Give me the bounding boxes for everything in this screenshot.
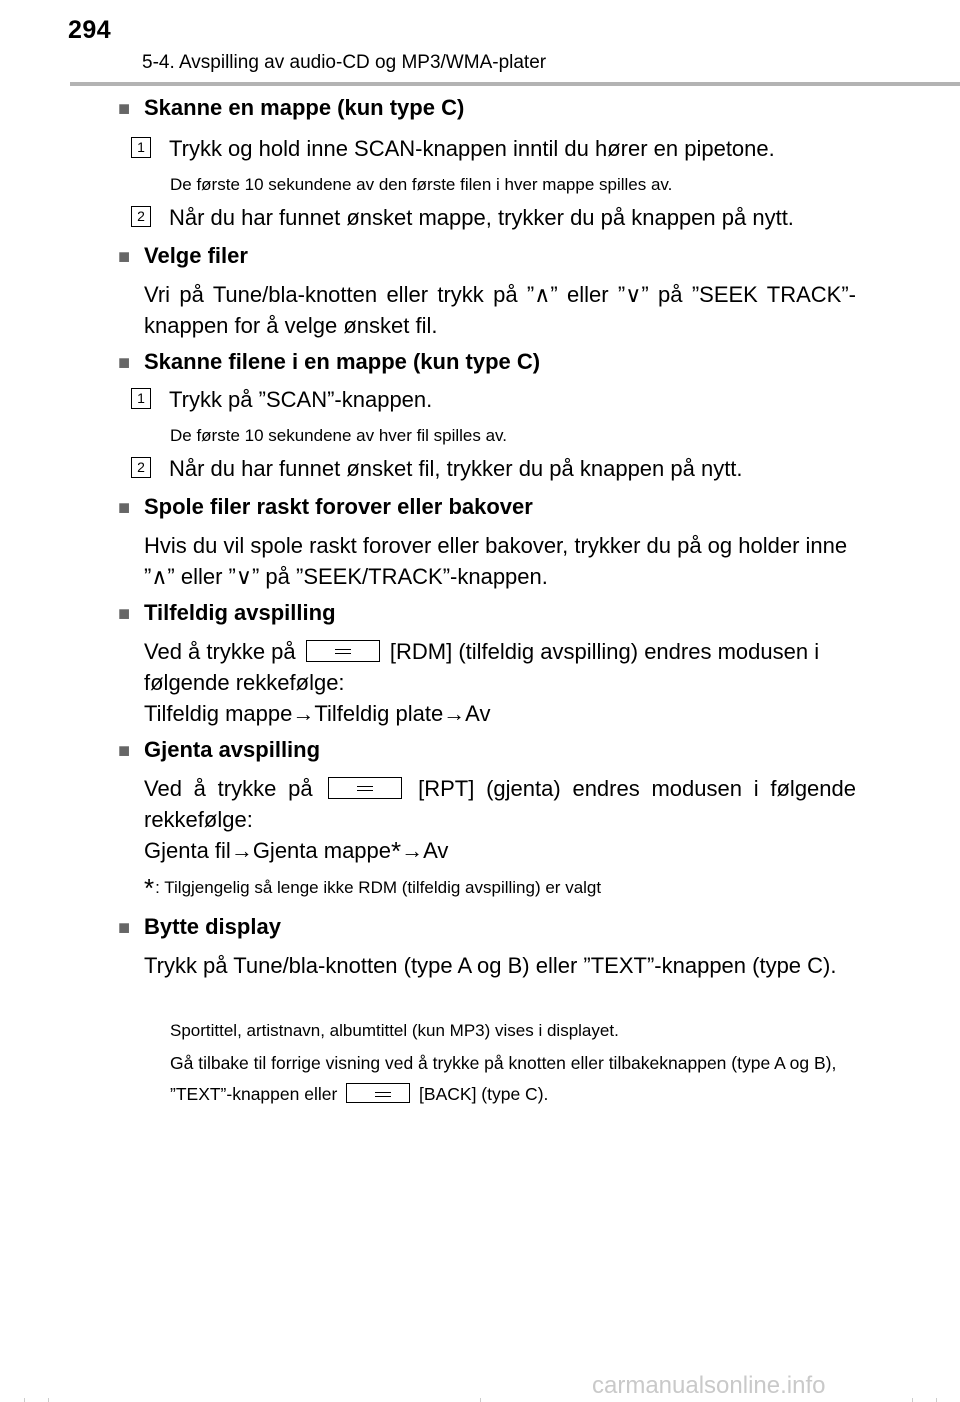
heading-text: Bytte display xyxy=(144,914,281,939)
heading-marker-icon: ■ xyxy=(118,352,131,374)
step-note: De første 10 sekundene av den første filen i hver mappe spilles av. xyxy=(170,175,673,194)
rpt-button-icon xyxy=(328,777,402,799)
heading-display xyxy=(118,914,281,940)
crop-mark xyxy=(480,1398,481,1402)
step-text: Når du har funnet ønsket fil, trykker du på knappen på nytt. xyxy=(169,456,743,481)
heading-text: Tilfeldig avspilling xyxy=(144,600,336,625)
crop-mark xyxy=(48,1398,49,1402)
heading-scan-folder xyxy=(118,95,464,121)
heading-marker-icon: ■ xyxy=(118,740,131,762)
paragraph-select-files: Vri på Tune/bla-knotten eller trykk på ”∧” eller ”∨” på ”SEEK TRACK”-knappen for å velge ønsket fil. xyxy=(144,282,856,338)
heading-marker-icon: ■ xyxy=(118,603,131,625)
text-after-button: [RDM] (tilfeldig avspilling) endres modusen i følgende rekkefølge: xyxy=(144,639,820,695)
step-text: Trykk på ”SCAN”-knappen. xyxy=(169,387,433,412)
footnote-marker: * xyxy=(391,836,402,866)
text-after-button: [RPT] (gjenta) endres modusen i følgende rekkefølge: xyxy=(144,776,856,832)
step-number-badge: 1 xyxy=(131,137,151,158)
heading-text: Gjenta avspilling xyxy=(144,737,321,762)
heading-text: Skanne en mappe (kun type C) xyxy=(144,95,465,120)
footnote xyxy=(144,873,601,904)
step-text: Trykk og hold inne SCAN-knappen inntil du hører en pipetone. xyxy=(169,136,775,161)
display-note-1: Sportittel, artistnavn, albumtittel (kun MP3) vises i displayet. xyxy=(170,1021,619,1040)
note-text-before: Gå tilbake til forrige visning ved å trykke på knotten eller tilbakeknappen (type A og B), ”TEXT”-knappen eller xyxy=(170,1053,837,1104)
watermark: carmanualsonline.info xyxy=(592,1372,826,1399)
footnote-text: : Tilgjengelig så lenge ikke RDM (tilfeldig avspilling) er valgt xyxy=(155,878,602,897)
footnote-star: * xyxy=(144,873,155,903)
step-scan-folder-2 xyxy=(131,205,794,231)
mode-sequence: Tilfeldig mappe→Tilfeldig plate→Av xyxy=(144,701,491,726)
heading-text: Skanne filene i en mappe (kun type C) xyxy=(144,349,541,374)
heading-marker-icon: ■ xyxy=(118,98,131,120)
heading-text: Velge filer xyxy=(144,243,248,268)
crop-mark xyxy=(912,1398,913,1402)
back-button-icon xyxy=(346,1083,410,1103)
heading-select-files xyxy=(118,243,248,269)
paragraph-repeat xyxy=(144,773,856,866)
heading-marker-icon: ■ xyxy=(118,246,131,268)
crop-mark xyxy=(24,1398,25,1402)
heading-random xyxy=(118,600,336,626)
text-before-button: Ved å trykke på xyxy=(144,639,296,664)
paragraph-fast-forward: Hvis du vil spole raskt forover eller bakover, trykker du på og holder inne ”∧” eller ”∨” på ”SEEK/TRACK”-knappen. xyxy=(144,533,848,589)
step-number-badge: 2 xyxy=(131,206,151,227)
page-header xyxy=(0,0,960,90)
crop-mark xyxy=(936,1398,937,1402)
step-note: De første 10 sekundene av hver fil spilles av. xyxy=(170,426,508,445)
paragraph-random xyxy=(144,636,856,729)
paragraph-display: Trykk på Tune/bla-knotten (type A og B) eller ”TEXT”-knappen (type C). xyxy=(144,953,837,978)
page-number: 294 xyxy=(68,16,112,44)
step-number-badge: 1 xyxy=(131,388,151,409)
step-text: Når du har funnet ønsket mappe, trykker du på knappen på nytt. xyxy=(169,205,794,230)
note-text-after: [BACK] (type C). xyxy=(419,1084,549,1104)
heading-text: Spole filer raskt forover eller bakover xyxy=(144,494,533,519)
heading-fast-forward xyxy=(118,494,533,520)
heading-scan-files xyxy=(118,349,540,375)
mode-sequence: Gjenta fil→Gjenta mappe*→Av xyxy=(144,836,449,866)
rdm-button-icon xyxy=(306,640,380,662)
heading-marker-icon: ■ xyxy=(118,917,131,939)
section-title: 5-4. Avspilling av audio-CD og MP3/WMA-plater xyxy=(142,52,547,73)
header-rule xyxy=(70,82,960,86)
step-scan-folder-1 xyxy=(131,136,775,162)
display-note-2 xyxy=(170,1048,860,1110)
text-before-button: Ved å trykke på xyxy=(144,776,313,801)
heading-marker-icon: ■ xyxy=(118,497,131,519)
step-number-badge: 2 xyxy=(131,457,151,478)
step-scan-files-2 xyxy=(131,456,743,482)
heading-repeat xyxy=(118,737,320,763)
step-scan-files-1 xyxy=(131,387,432,413)
